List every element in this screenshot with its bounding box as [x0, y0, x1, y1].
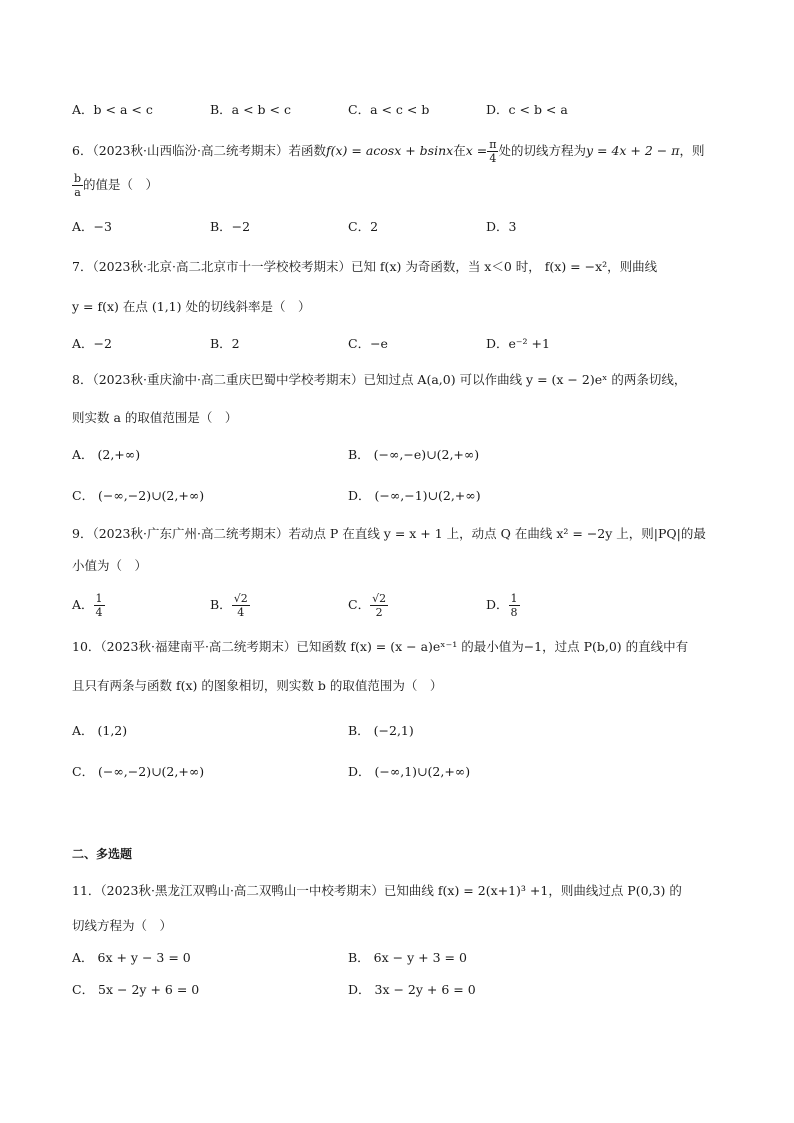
q11-option-a: A． 6x + y − 3 = 0: [72, 950, 191, 965]
q10-stem-line2: 且只有两条与函数 f(x) 的图象相切，则实数 b 的取值范围为（ ）: [72, 678, 443, 693]
q10-stem: 10．（2023秋·福建南平·高二统考期末）已知函数 f(x) = (x − a)eˣ⁻¹ 的最小值为−1，过点 P(b,0) 的直线中有: [72, 639, 689, 654]
q9-option-c: C． $\frac{√2}{2}$: [348, 592, 387, 619]
q7-option-b: B．2: [210, 336, 240, 351]
q5-option-c: C．a < c < b: [348, 102, 430, 117]
q10-option-b: B． (−2,1): [348, 723, 414, 738]
q6-option-a: A．−3: [72, 219, 112, 234]
q7-option-c: C．−e: [348, 336, 388, 351]
fraction: $\frac{√2}{4}$: [233, 592, 248, 619]
q7-stem-line2: y = f(x) 在点 (1,1) 处的切线斜率是（ ）: [72, 299, 311, 314]
q10-option-c: C． (−∞,−2)∪(2,+∞): [72, 764, 205, 779]
q7-stem: 7．（2023秋·北京·高二北京市十一学校校考期末）已知 f(x) 为奇函数，当 x＜0 时， f(x) = −x²，则曲线: [72, 259, 658, 274]
q8-stem-line2: 则实数 a 的取值范围是（ ）: [72, 410, 238, 425]
q8-option-a: A． (2,+∞): [72, 447, 141, 462]
q9-stem: 9．（2023秋·广东广州·高二统考期末）若动点 P 在直线 y = x + 1 上，动点 Q 在曲线 x² = −2y 上，则|PQ|的最: [72, 526, 706, 541]
q11-option-d: D． 3x − 2y + 6 = 0: [348, 982, 476, 997]
q11-stem: 11．（2023秋·黑龙江双鸭山·高二双鸭山一中校考期末）已知曲线 f(x) = 2(x+1)³ +1，则曲线过点 P(0,3) 的: [72, 883, 682, 898]
q11-option-c: C． 5x − 2y + 6 = 0: [72, 982, 200, 997]
q5-option-b: B．a < b < c: [210, 102, 291, 117]
q9-option-a: A． $\frac{1}{4}$: [72, 592, 103, 619]
q10-option-d: D． (−∞,1)∪(2,+∞): [348, 764, 471, 779]
q5-option-d: D．c < b < a: [486, 102, 568, 117]
q9-option-d: D． $\frac{1}{8}$: [486, 592, 518, 619]
q11-stem-line2: 切线方程为（ ）: [72, 918, 173, 933]
pi-over-4-fraction: $\frac{\pi}{4}$: [489, 138, 497, 165]
fraction: $\frac{1}{4}$: [95, 592, 103, 619]
q6-option-b: B．−2: [210, 219, 251, 234]
q7-option-d: D．e⁻² +1: [486, 336, 550, 351]
q10-option-a: A． (1,2): [72, 723, 128, 738]
q8-stem: 8．（2023秋·重庆渝中·高二重庆巴蜀中学校考期末）已知过点 A(a,0) 可以作曲线 y = (x − 2)eˣ 的两条切线，: [72, 372, 687, 387]
section-heading: 二、多选题: [72, 847, 133, 861]
b-over-a-fraction: $\frac{b}{a}$: [74, 172, 82, 199]
q5-option-a: A．b < a < c: [72, 102, 153, 117]
q8-option-c: C． (−∞,−2)∪(2,+∞): [72, 488, 205, 503]
q11-option-b: B． 6x − y + 3 = 0: [348, 950, 467, 965]
q9-option-b: B． $\frac{√2}{4}$: [210, 592, 248, 619]
q6-stem: 6．（2023秋·山西临汾·高二统考期末）若函数f(x) = acosx + bsinx在x = $\frac{\pi}{4}$ 处的切线方程为y = 4x + 2 − π，则: [72, 138, 705, 165]
q6-option-c: C．2: [348, 219, 379, 234]
fraction: $\frac{√2}{2}$: [372, 592, 387, 619]
q8-option-b: B． (−∞,−e)∪(2,+∞): [348, 447, 480, 462]
q9-stem-line2: 小值为（ ）: [72, 558, 148, 573]
q6-stem-line2: $\frac{b}{a}$ 的值是（ ）: [74, 172, 159, 199]
q8-option-d: D． (−∞,−1)∪(2,+∞): [348, 488, 481, 503]
q7-option-a: A．−2: [72, 336, 112, 351]
q6-option-d: D．3: [486, 219, 517, 234]
fraction: $\frac{1}{8}$: [510, 592, 518, 619]
